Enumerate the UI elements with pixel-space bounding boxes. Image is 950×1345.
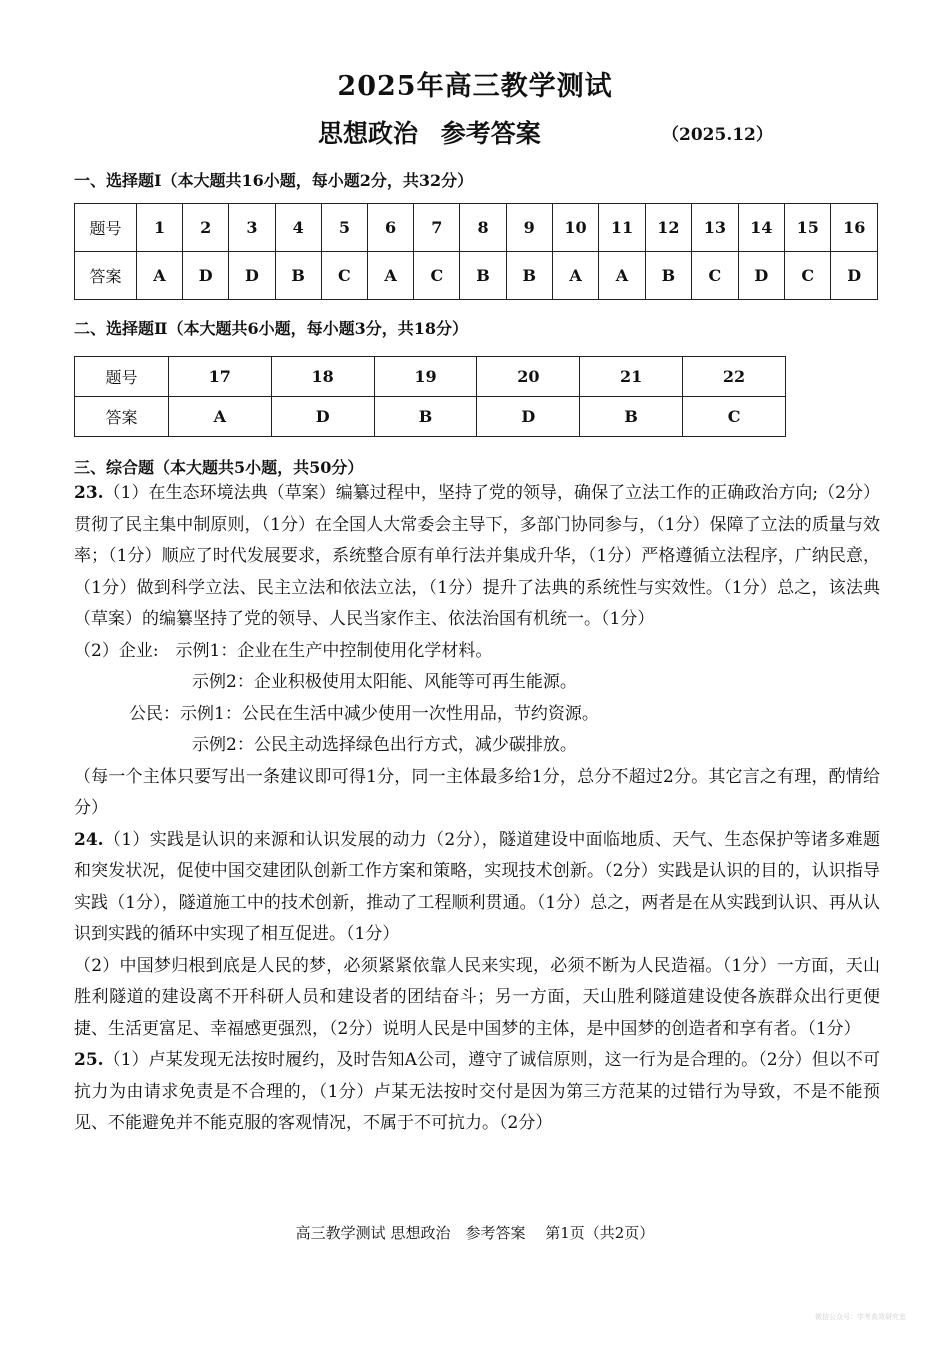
question-number: 8 — [460, 204, 506, 252]
answer-cell: D — [183, 252, 229, 300]
page-subtitle — [318, 114, 555, 150]
question-number: 1 — [136, 204, 182, 252]
answer-cell: A — [168, 397, 271, 437]
answer-cell: C — [785, 252, 831, 300]
q23-part2-line4: 示例2：公民主动选择绿色出行方式，减少碳排放。 — [192, 735, 577, 755]
answer-cell: A — [136, 252, 182, 300]
answer-cell: D — [831, 252, 878, 300]
question-number: 15 — [785, 204, 831, 252]
question-number: 3 — [229, 204, 275, 252]
q25-part1-text: （1）卢某发现无法按时履约，及时告知A公司，遵守了诚信原则，这一行为是合理的。（2分）但以不可抗力为由请求免责是不合理的，（1分）卢某无法按时交付是因为第三方范某的过错行为导致，不是不能预见、不能避免并不能克服的客观情况，不属于不可抗力。（2分） — [74, 1050, 880, 1133]
question-number: 4 — [275, 204, 321, 252]
table-row — [75, 357, 786, 397]
question-number: 6 — [368, 204, 414, 252]
q23-part1 — [74, 478, 880, 636]
q24-part1 — [74, 825, 880, 951]
table-row — [75, 252, 878, 300]
answer-cell: D — [271, 397, 374, 437]
answer-cell: B — [374, 397, 477, 437]
answer-cell: D — [229, 252, 275, 300]
q23-part1-text: （1）在生态环境法典（草案）编纂过程中，坚持了党的领导，确保了立法工作的正确政治方向;（2分）贯彻了民主集中制原则，（1分）在全国人大常委会主导下，多部门协同参与，（1分）保障了立法的质量与效率；（1分）顺应了时代发展要求，系统整合原有单行法并集成升华，（1分）严格遵循立法程序，广纳民意，（1分）做到科学立法、民主立法和依法立法，（1分）提升了法典的系统性与实效性。（1分）总之，该法典（草案）的编纂坚持了党的领导、人民当家作主、依法治国有机统一。（1分） — [74, 483, 880, 629]
answer-cell: D — [477, 397, 580, 437]
answer-cell: A — [599, 252, 645, 300]
q23-part2-line1: （2）企业: 示例1：企业在生产中控制使用化学材料。 — [74, 640, 493, 661]
answer-cell: D — [738, 252, 784, 300]
question-number: 20 — [477, 357, 580, 397]
answer-cell: C — [683, 397, 786, 437]
answer-cell: C — [692, 252, 738, 300]
subject-label: 思想政治 — [318, 119, 419, 148]
q24-number: 24. — [74, 829, 104, 850]
answer-cell: B — [275, 252, 321, 300]
row-label-answer: 答案 — [75, 252, 137, 300]
answer-table-1 — [74, 203, 878, 300]
answer-cell: C — [321, 252, 367, 300]
answer-cell: C — [414, 252, 460, 300]
answer-cell: B — [645, 252, 691, 300]
q23-part2-line3: 公民：示例1：公民在生活中减少使用一次性用品，节约资源。 — [129, 703, 599, 724]
section2-heading: 二、选择题Ⅱ（本大题共6小题，每小题3分，共18分） — [74, 319, 469, 338]
row-label-answer: 答案 — [75, 397, 169, 437]
doc-type-label: 参考答案 — [440, 119, 541, 148]
answer-cell: A — [368, 252, 414, 300]
question-number: 2 — [183, 204, 229, 252]
row-label-number: 题号 — [75, 357, 169, 397]
q23-number: 23. — [74, 483, 104, 503]
question-number: 16 — [831, 204, 878, 252]
watermark: 微信公众号：学考高效研究室 — [815, 1313, 906, 1321]
exam-date: （2025.12） — [662, 125, 773, 145]
table-row — [75, 204, 878, 252]
question-number: 13 — [692, 204, 738, 252]
q24-part1-text: （1）实践是认识的来源和认识发展的动力（2分），隧道建设中面临地质、天气、生态保护等诸多难题和突发状况，促使中国交建团队创新工作方案和策略，实现技术创新。（2分）实践是认识的目的，认识指导实践（1分），隧道施工中的技术创新，推动了工程顺利贯通。（1分）总之，两者是在从实践到认识、再从认识到实践的循环中实现了相互促进。（1分） — [74, 829, 880, 944]
question-number: 17 — [168, 357, 271, 397]
section3-heading: 三、综合题（本大题共5小题，共50分） — [74, 458, 364, 477]
question-number: 22 — [683, 357, 786, 397]
answer-cell: B — [580, 397, 683, 437]
row-label-number: 题号 — [75, 204, 137, 252]
question-number: 19 — [374, 357, 477, 397]
q25-number: 25. — [74, 1050, 104, 1070]
table-row — [75, 397, 786, 437]
question-number: 9 — [506, 204, 552, 252]
q24-part2: （2）中国梦归根到底是人民的梦，必须紧紧依靠人民来实现，必须不断为人民造福。（1分）一方面，天山胜利隧道的建设离不开科研人员和建设者的团结奋斗；另一方面，天山胜利隧道建设使各族群众出行更便捷、生活更富足、幸福感更强烈，（2分）说明人民是中国梦的主体，是中国梦的创造者和享有者。（1分） — [74, 955, 880, 1039]
question-number: 21 — [580, 357, 683, 397]
question-number: 5 — [321, 204, 367, 252]
answer-table-2 — [74, 356, 786, 437]
question-number: 14 — [738, 204, 784, 252]
question-number: 11 — [599, 204, 645, 252]
answer-cell: B — [460, 252, 506, 300]
page-footer: 高三教学测试 思想政治 参考答案 第1页（共2页） — [295, 1224, 655, 1242]
comprehensive-answers — [74, 478, 880, 1140]
section1-heading: 一、选择题Ⅰ（本大题共16小题，每小题2分，共32分） — [74, 171, 474, 190]
page-title: 2025年高三教学测试 — [337, 71, 613, 102]
q23-part2-line2: 示例2：企业积极使用太阳能、风能等可再生能源。 — [192, 672, 577, 692]
question-number: 12 — [645, 204, 691, 252]
q23-part2-note: （每一个主体只要写出一条建议即可得1分，同一主体最多给1分，总分不超过2分。其它言之有理，酌情给分） — [74, 766, 880, 818]
question-number: 10 — [552, 204, 598, 252]
q25-part1 — [74, 1045, 880, 1140]
question-number: 7 — [414, 204, 460, 252]
answer-cell: A — [552, 252, 598, 300]
question-number: 18 — [271, 357, 374, 397]
answer-cell: B — [506, 252, 552, 300]
